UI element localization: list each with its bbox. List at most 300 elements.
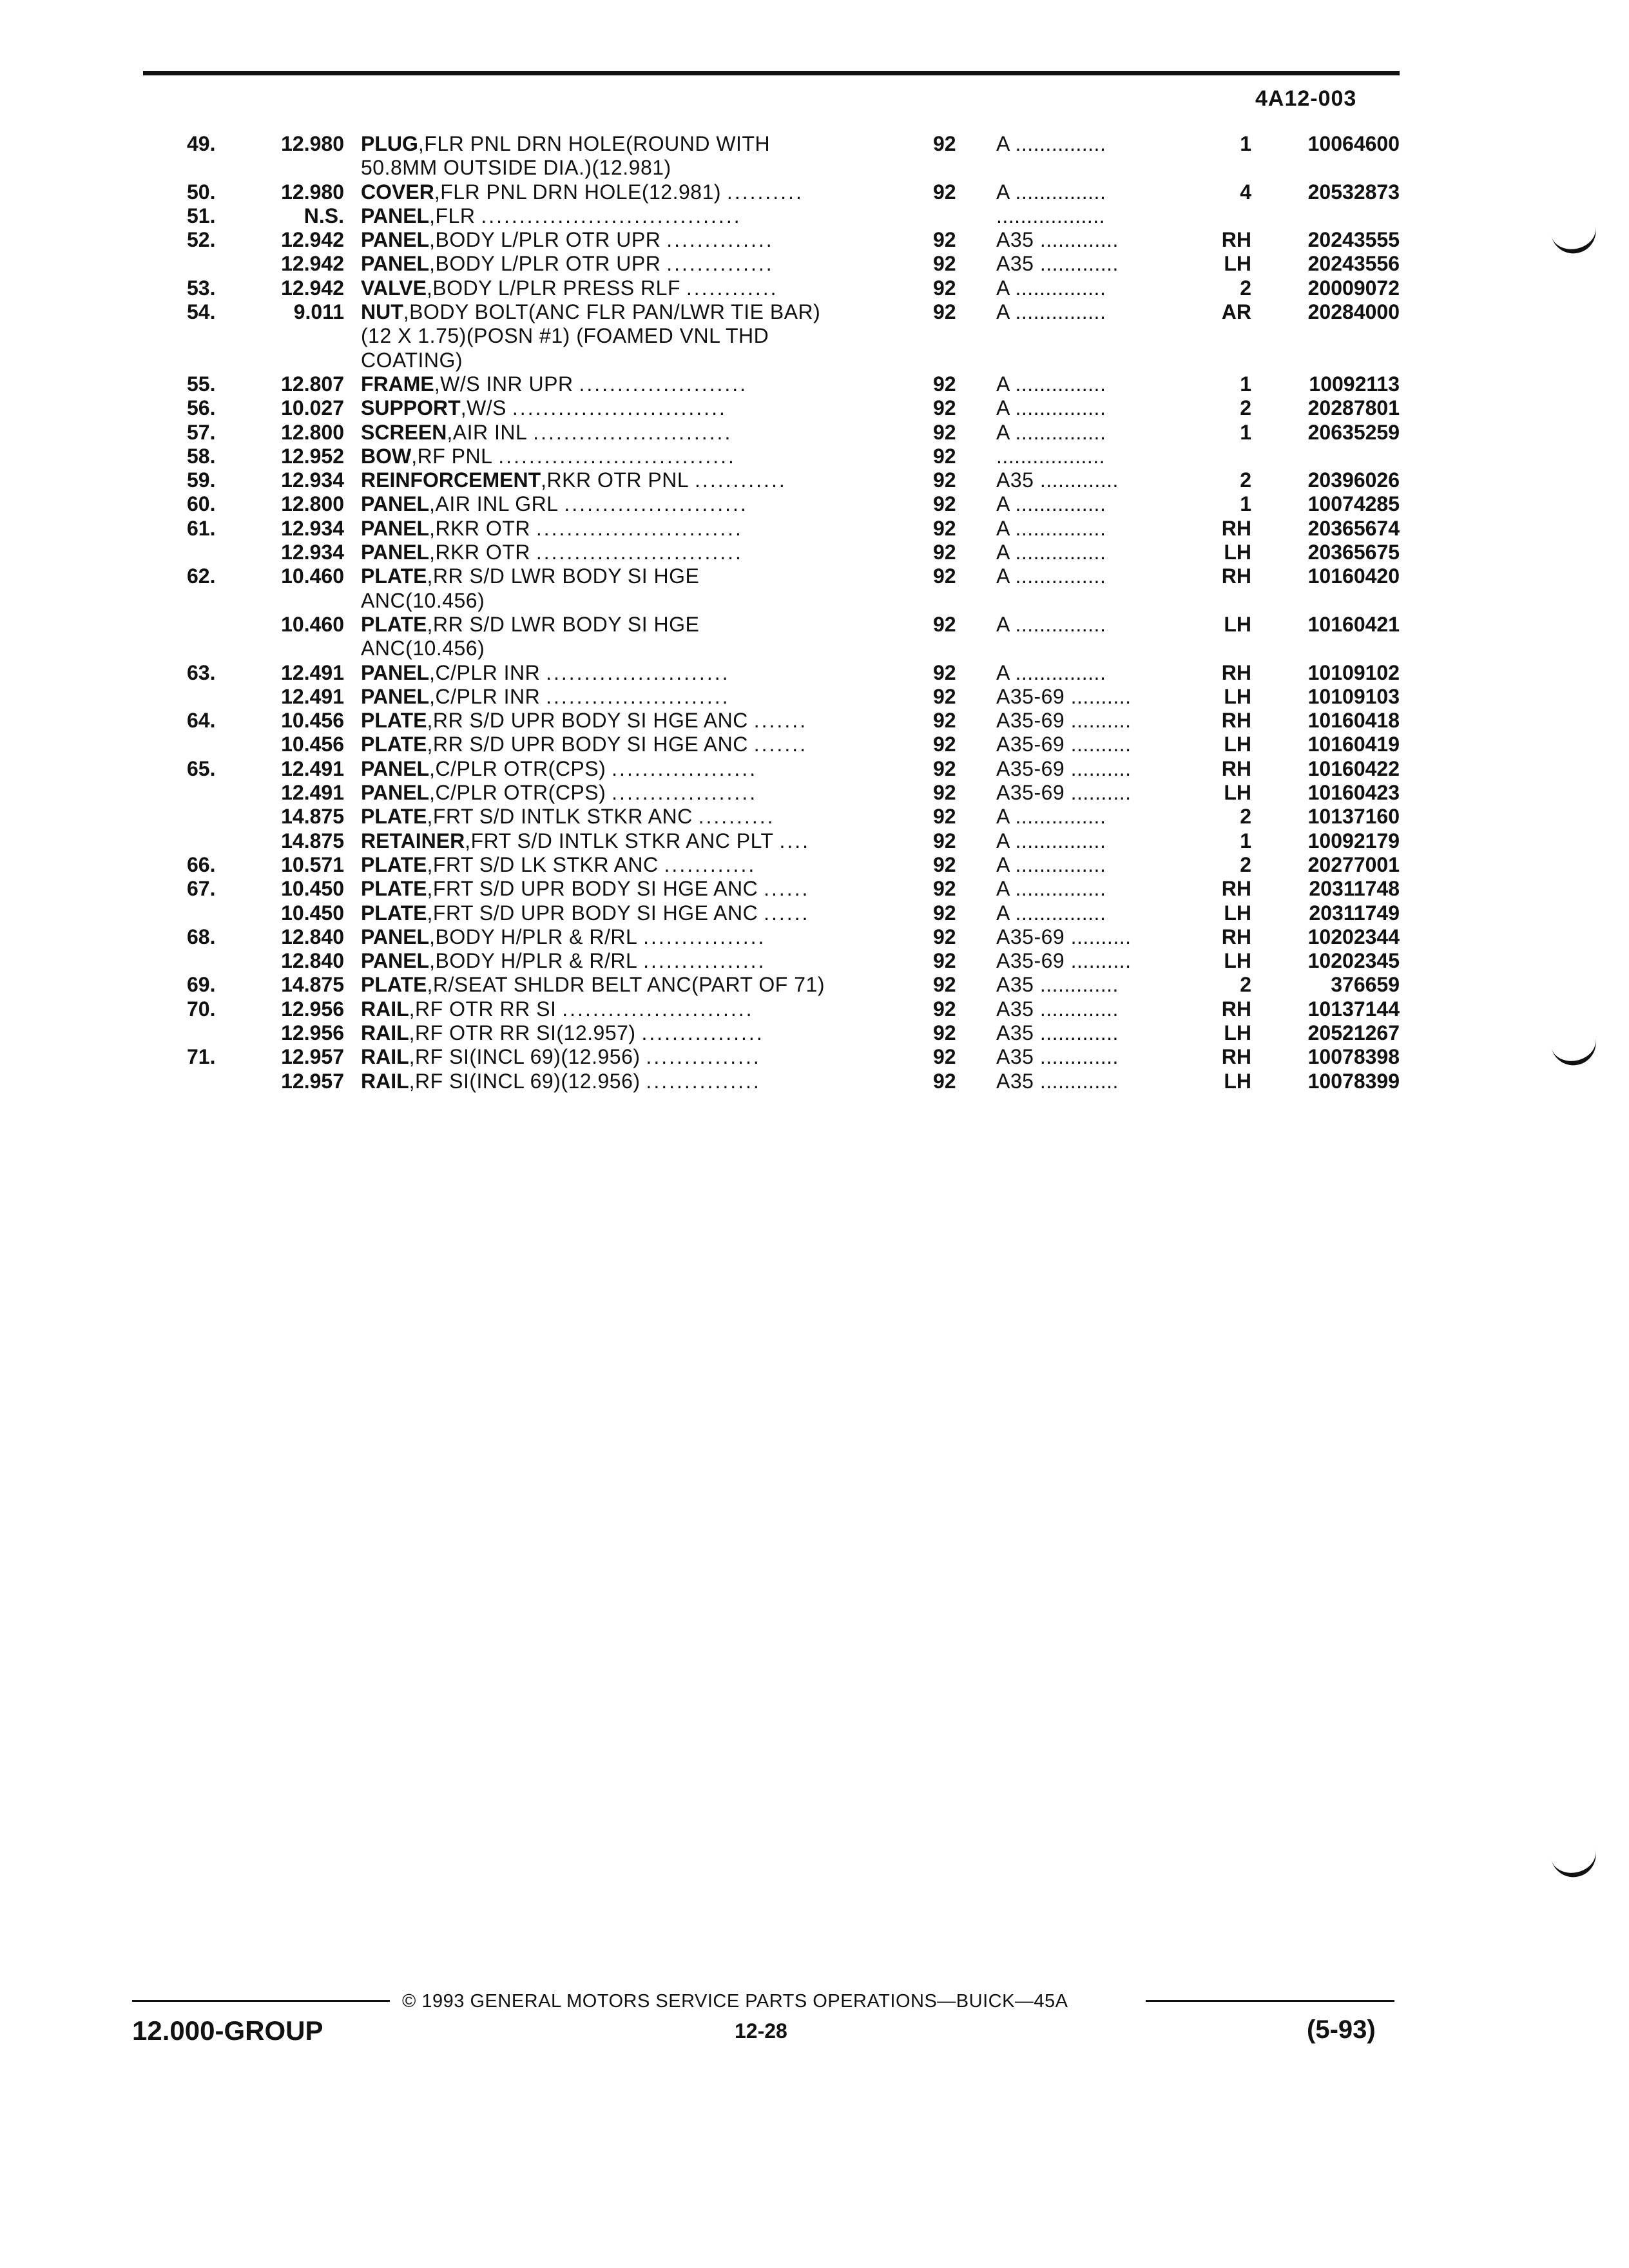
part-description: [361, 300, 896, 324]
group-number: 12.934: [281, 516, 344, 540]
quantity: RH: [1221, 925, 1251, 948]
part-description: [361, 805, 896, 829]
leader-dots: ................: [643, 949, 766, 973]
model-code: A35 .............: [996, 468, 1119, 492]
model-year: 92: [933, 252, 956, 276]
binder-hole-mark: [1551, 1849, 1600, 1881]
part-qualifier: ANC(10.456): [361, 637, 485, 660]
model-code: A35-69 ..........: [996, 949, 1132, 973]
part-description: [361, 541, 896, 564]
part-number: 10137144: [1307, 997, 1400, 1021]
model-code: A35-69 ..........: [996, 684, 1132, 708]
item-number: 55.: [187, 372, 216, 396]
table-row: [0, 492, 1629, 516]
quantity: AR: [1221, 300, 1251, 324]
part-number: 10160419: [1307, 733, 1400, 756]
table-row: [0, 252, 1629, 276]
part-name: PANEL: [361, 492, 430, 516]
model-year: 92: [933, 877, 956, 901]
table-row: [0, 445, 1629, 468]
part-name: PANEL: [361, 684, 430, 708]
model-code: A35 .............: [996, 252, 1119, 276]
item-number: 65.: [187, 756, 216, 780]
part-name: PLATE: [361, 709, 427, 733]
table-row: [0, 853, 1629, 877]
group-number: 12.934: [281, 541, 344, 564]
quantity: 2: [1240, 276, 1251, 300]
model-code: A ...............: [996, 564, 1106, 588]
quantity: LH: [1224, 252, 1251, 276]
leader-dots: ......................: [579, 372, 748, 396]
model-year: 92: [933, 228, 956, 252]
part-description: [361, 276, 896, 300]
part-qualifier: ,FRT S/D UPR BODY SI HGE ANC: [427, 901, 758, 925]
model-code: A ...............: [996, 516, 1106, 540]
part-name: RETAINER: [361, 829, 465, 852]
leader-dots: ........................: [546, 684, 730, 708]
item-number: 52.: [187, 228, 216, 252]
leader-dots: ..........: [726, 180, 804, 204]
table-row: [0, 1070, 1629, 1093]
part-name: PANEL: [361, 204, 430, 227]
part-description: [361, 925, 896, 949]
footer-date: (5-93): [1307, 2015, 1376, 2044]
top-rule: [143, 71, 1400, 75]
part-description: [361, 877, 896, 901]
part-number: 20521267: [1307, 1021, 1400, 1044]
parts-table: [0, 132, 1629, 1093]
part-number: 10109103: [1307, 684, 1400, 708]
item-number: 71.: [187, 1045, 216, 1069]
part-name: PANEL: [361, 516, 430, 540]
part-description: [361, 661, 896, 685]
quantity: RH: [1221, 228, 1251, 252]
group-number: 10.027: [281, 396, 344, 420]
part-name: PLATE: [361, 564, 427, 588]
model-year: 92: [933, 132, 956, 155]
part-description: [361, 829, 896, 853]
model-code: A ...............: [996, 660, 1106, 684]
table-row: [0, 925, 1629, 949]
model-year: 92: [933, 396, 956, 420]
item-number: 62.: [187, 564, 216, 588]
table-row: [0, 877, 1629, 901]
leader-dots: ..............: [666, 252, 774, 276]
group-number: 12.800: [281, 420, 344, 444]
model-year: 92: [933, 444, 956, 468]
group-number: 9.011: [293, 300, 344, 324]
leader-dots: ..........................: [533, 420, 733, 444]
model-year: 92: [933, 829, 956, 852]
item-number: 69.: [187, 973, 216, 997]
item-number: 70.: [187, 997, 216, 1021]
model-code: A ...............: [996, 180, 1106, 204]
leader-dots: ............: [664, 852, 757, 876]
part-name: PANEL: [361, 781, 430, 805]
item-number: 61.: [187, 516, 216, 540]
group-number: 12.942: [281, 228, 344, 252]
quantity: 2: [1240, 852, 1251, 876]
quantity: 1: [1240, 829, 1251, 852]
quantity: RH: [1221, 564, 1251, 588]
part-qualifier: ,BODY BOLT(ANC FLR PAN/LWR TIE BAR): [403, 300, 821, 324]
part-description: [361, 180, 896, 204]
leader-dots: ...............................: [498, 444, 736, 468]
model-year: 92: [933, 901, 956, 925]
table-row: [0, 613, 1629, 637]
part-name: RAIL: [361, 1045, 409, 1069]
part-name: PANEL: [361, 756, 430, 780]
part-name: PANEL: [361, 252, 430, 276]
model-year: 92: [933, 660, 956, 684]
item-number: 50.: [187, 180, 216, 204]
group-number: 12.980: [281, 132, 344, 155]
model-year: 92: [933, 1021, 956, 1044]
group-number: N.S.: [304, 204, 344, 227]
quantity: RH: [1221, 660, 1251, 684]
part-name: SCREEN: [361, 420, 447, 444]
model-year: 92: [933, 805, 956, 829]
part-qualifier: ,RF SI(INCL 69)(12.956): [409, 1045, 641, 1069]
part-qualifier: ,C/PLR OTR(CPS): [429, 756, 606, 780]
part-qualifier: ,FLR: [429, 204, 476, 227]
table-row: [0, 349, 1629, 372]
part-qualifier: ,RKR OTR: [429, 516, 530, 540]
part-qualifier: (12 X 1.75)(POSN #1) (FOAMED VNL THD: [361, 324, 769, 348]
part-name: RAIL: [361, 1021, 409, 1044]
item-number: 56.: [187, 396, 216, 420]
leader-dots: ............: [695, 468, 787, 492]
part-name: PLATE: [361, 852, 427, 876]
part-qualifier: ,RR S/D UPR BODY SI HGE ANC: [427, 709, 748, 733]
part-name: NUT: [361, 300, 403, 324]
part-name: PANEL: [361, 925, 430, 948]
leader-dots: ...............: [646, 1069, 761, 1093]
part-qualifier: ,W/S INR UPR: [434, 372, 574, 396]
part-qualifier: ,FRT S/D INTLK STKR ANC: [427, 805, 693, 829]
model-code: A ...............: [996, 420, 1106, 444]
group-number: 12.807: [281, 372, 344, 396]
part-description: [361, 492, 896, 516]
table-row: [0, 541, 1629, 564]
part-number: 20243556: [1307, 252, 1400, 276]
quantity: 2: [1240, 805, 1251, 829]
part-description: [361, 564, 896, 588]
model-code: A35 .............: [996, 997, 1119, 1021]
footer-group: 12.000-GROUP: [132, 2015, 323, 2046]
group-number: 12.956: [281, 997, 344, 1021]
group-number: 12.934: [281, 468, 344, 492]
table-row: [0, 637, 1629, 660]
group-number: 14.875: [281, 805, 344, 829]
part-description: [361, 853, 896, 877]
model-code: A ...............: [996, 372, 1106, 396]
leader-dots: .........................: [562, 997, 754, 1021]
item-number: 51.: [187, 204, 216, 227]
quantity: 4: [1240, 180, 1251, 204]
model-year: 92: [933, 709, 956, 733]
table-row: [0, 228, 1629, 252]
item-number: 57.: [187, 420, 216, 444]
model-year: 92: [933, 612, 956, 636]
part-name: PANEL: [361, 660, 430, 684]
model-code: A ...............: [996, 396, 1106, 420]
part-description: [361, 613, 896, 637]
part-qualifier: ,BODY L/PLR OTR UPR: [429, 228, 661, 252]
model-year: 92: [933, 492, 956, 516]
group-number: 14.875: [281, 829, 344, 852]
part-number: 10092179: [1307, 829, 1400, 852]
group-number: 12.491: [281, 756, 344, 780]
quantity: RH: [1221, 877, 1251, 901]
part-number: 20365675: [1307, 541, 1400, 564]
quantity: LH: [1224, 949, 1251, 973]
table-row: [0, 1045, 1629, 1069]
model-code: A35 .............: [996, 1069, 1119, 1093]
part-qualifier: ,RR S/D LWR BODY SI HGE: [427, 612, 700, 636]
part-description: [361, 396, 896, 420]
part-description: [361, 228, 896, 252]
model-code: A35 .............: [996, 228, 1119, 252]
leader-dots: ...........................: [535, 541, 743, 564]
leader-dots: ............: [686, 276, 778, 300]
item-number: 59.: [187, 468, 216, 492]
model-code: A35-69 ..........: [996, 733, 1132, 756]
part-description: [361, 421, 896, 445]
model-year: 92: [933, 516, 956, 540]
part-description: [361, 468, 896, 492]
part-number: 10078398: [1307, 1045, 1400, 1069]
model-year: 92: [933, 997, 956, 1021]
part-number: 10160420: [1307, 564, 1400, 588]
leader-dots: ................: [641, 1021, 764, 1044]
leader-dots: ...............: [646, 1045, 761, 1069]
part-name: PANEL: [361, 949, 430, 973]
part-number: 10109102: [1307, 660, 1400, 684]
table-row: [0, 829, 1629, 853]
model-code: A35-69 ..........: [996, 709, 1132, 733]
quantity: LH: [1224, 901, 1251, 925]
part-qualifier: ANC(10.456): [361, 588, 485, 612]
leader-dots: ..............: [666, 228, 774, 252]
item-number: 49.: [187, 132, 216, 155]
model-code: A ...............: [996, 541, 1106, 564]
part-number: 10137160: [1307, 805, 1400, 829]
part-qualifier: ,FRT S/D LK STKR ANC: [427, 852, 659, 876]
part-qualifier: ,RF PNL: [411, 444, 493, 468]
part-number: 10064600: [1307, 132, 1400, 155]
leader-dots: ............................: [512, 396, 727, 420]
part-number: 20009072: [1307, 276, 1400, 300]
part-number: 10202345: [1307, 949, 1400, 973]
leader-dots: ........................: [564, 492, 748, 516]
leader-dots: ........................: [546, 660, 730, 684]
footer-copyright: © 1993 GENERAL MOTORS SERVICE PARTS OPERATIONS—BUICK—45A: [402, 1991, 1068, 2012]
leader-dots: ...........................: [535, 516, 743, 540]
group-number: 12.952: [281, 444, 344, 468]
part-description: [361, 757, 896, 781]
model-year: 92: [933, 300, 956, 324]
footer-rule-right: [1146, 2000, 1394, 2002]
table-row: [0, 468, 1629, 492]
model-year: 92: [933, 949, 956, 973]
leader-dots: ..................................: [481, 204, 742, 227]
quantity: RH: [1221, 516, 1251, 540]
part-description: [361, 445, 896, 468]
model-code: A35-69 ..........: [996, 756, 1132, 780]
group-number: 10.456: [281, 733, 344, 756]
part-name: RAIL: [361, 997, 409, 1021]
part-name: VALVE: [361, 276, 427, 300]
model-year: 92: [933, 1069, 956, 1093]
part-qualifier: ,RR S/D UPR BODY SI HGE ANC: [427, 733, 748, 756]
part-number: 10078399: [1307, 1069, 1400, 1093]
model-code: A ...............: [996, 300, 1106, 324]
group-number: 12.957: [281, 1045, 344, 1069]
model-code: A35 .............: [996, 1021, 1119, 1044]
part-qualifier: ,BODY H/PLR & R/RL: [429, 925, 638, 948]
model-year: 92: [933, 684, 956, 708]
part-name: PLATE: [361, 612, 427, 636]
model-year: 92: [933, 1045, 956, 1069]
part-name: PLATE: [361, 973, 427, 997]
part-number: 10092113: [1309, 372, 1400, 396]
quantity: 1: [1240, 132, 1251, 155]
table-row: [0, 709, 1629, 733]
table-row: [0, 589, 1629, 613]
quantity: LH: [1224, 781, 1251, 805]
table-row: [0, 997, 1629, 1021]
model-code: ..................: [996, 444, 1106, 468]
model-year: 92: [933, 541, 956, 564]
model-code: ..................: [996, 204, 1106, 227]
model-code: A ...............: [996, 901, 1106, 925]
part-name: PANEL: [361, 228, 430, 252]
model-code: A ...............: [996, 132, 1106, 155]
group-number: 12.800: [281, 492, 344, 516]
group-number: 12.980: [281, 180, 344, 204]
group-number: 10.456: [281, 709, 344, 733]
group-number: 12.942: [281, 276, 344, 300]
table-row: [0, 517, 1629, 541]
leader-dots: ......: [764, 877, 810, 901]
part-name: PLATE: [361, 805, 427, 829]
part-qualifier: ,C/PLR OTR(CPS): [429, 781, 606, 805]
item-number: 54.: [187, 300, 216, 324]
part-description: [361, 1021, 896, 1045]
part-qualifier: ,RF OTR RR SI(12.957): [409, 1021, 636, 1044]
quantity: 1: [1240, 492, 1251, 516]
part-number: 20532873: [1307, 180, 1400, 204]
part-number: 10160423: [1307, 781, 1400, 805]
model-year: 92: [933, 276, 956, 300]
model-year: 92: [933, 564, 956, 588]
part-description: [361, 709, 896, 733]
part-qualifier: ,AIR INL GRL: [429, 492, 559, 516]
quantity: RH: [1221, 756, 1251, 780]
model-year: 92: [933, 372, 956, 396]
part-name: SUPPORT: [361, 396, 461, 420]
group-number: 12.956: [281, 1021, 344, 1044]
part-description: [361, 204, 896, 228]
table-row: [0, 733, 1629, 756]
leader-dots: .......: [753, 733, 807, 756]
model-code: A ...............: [996, 805, 1106, 829]
part-number: 20396026: [1307, 468, 1400, 492]
part-number: 10160421: [1307, 612, 1400, 636]
part-name: BOW: [361, 444, 412, 468]
part-number: 20635259: [1307, 420, 1400, 444]
model-code: A35-69 ..........: [996, 781, 1132, 805]
quantity: LH: [1224, 1021, 1251, 1044]
model-code: A ...............: [996, 276, 1106, 300]
quantity: LH: [1224, 612, 1251, 636]
part-qualifier: ,BODY H/PLR & R/RL: [429, 949, 638, 973]
part-name: RAIL: [361, 1069, 409, 1093]
model-code: A ...............: [996, 492, 1106, 516]
model-year: 92: [933, 733, 956, 756]
part-description: [361, 517, 896, 541]
table-row: [0, 421, 1629, 445]
model-code: A35 .............: [996, 1045, 1119, 1069]
group-number: 10.460: [281, 564, 344, 588]
group-number: 10.571: [281, 852, 344, 876]
quantity: RH: [1221, 997, 1251, 1021]
part-name: PLATE: [361, 901, 427, 925]
part-description: [361, 1070, 896, 1093]
model-year: 92: [933, 468, 956, 492]
item-number: 58.: [187, 444, 216, 468]
part-description: [361, 685, 896, 709]
quantity: RH: [1221, 1045, 1251, 1069]
model-code: A35-69 ..........: [996, 925, 1132, 948]
table-row: [0, 973, 1629, 997]
leader-dots: ...................: [612, 781, 758, 805]
part-description: [361, 637, 896, 660]
model-year: 92: [933, 180, 956, 204]
part-number: 20311749: [1309, 901, 1400, 925]
table-row: [0, 204, 1629, 228]
table-row: [0, 132, 1629, 156]
leader-dots: ..........: [698, 805, 775, 829]
item-number: 66.: [187, 852, 216, 876]
part-number: 20284000: [1307, 300, 1400, 324]
part-number: 10202344: [1307, 925, 1400, 948]
part-description: [361, 156, 896, 180]
quantity: 1: [1240, 372, 1251, 396]
part-description: [361, 132, 896, 156]
part-name: PANEL: [361, 541, 430, 564]
part-qualifier: ,FRT S/D INTLK STKR ANC PLT: [465, 829, 774, 852]
item-number: 53.: [187, 276, 216, 300]
table-row: [0, 781, 1629, 805]
part-number: 10160422: [1307, 756, 1400, 780]
part-number: 10160418: [1307, 709, 1400, 733]
part-qualifier: ,RKR OTR: [429, 541, 530, 564]
footer-rule-left: [132, 2000, 390, 2002]
table-row: [0, 300, 1629, 324]
part-description: [361, 1045, 896, 1069]
part-name: PLATE: [361, 877, 427, 901]
quantity: 1: [1240, 420, 1251, 444]
part-name: COVER: [361, 180, 434, 204]
part-name: REINFORCEMENT: [361, 468, 541, 492]
footer-page-number: 12-28: [735, 2019, 787, 2042]
table-row: [0, 661, 1629, 685]
part-qualifier: ,RKR OTR PNL: [541, 468, 689, 492]
group-number: 10.460: [281, 612, 344, 636]
quantity: RH: [1221, 709, 1251, 733]
